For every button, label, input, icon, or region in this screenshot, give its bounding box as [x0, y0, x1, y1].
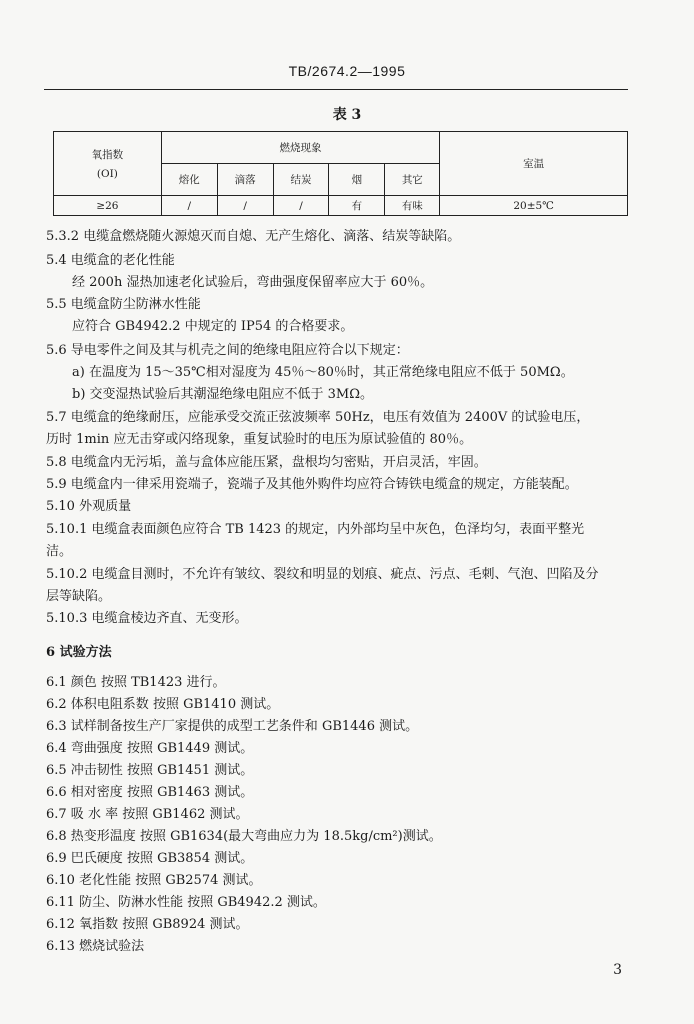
clause-6-1: 6.1 颜色 按照 TB1423 进行。	[46, 675, 226, 690]
document-code: TB/2674.2—1995	[288, 63, 406, 79]
clause-5-4-text: 经 200h 湿热加速老化试验后，弯曲强度保留率应大于 60％。	[72, 275, 434, 290]
clause-6-11: 6.11 防尘、防淋水性能 按照 GB4942.2 测试。	[46, 895, 326, 910]
clause-5-5: 5.5 电缆盒防尘防淋水性能	[46, 297, 201, 312]
header-oxygen-label: 氧指数	[91, 149, 124, 161]
clause-5-3-2: 5.3.2 电缆盒燃烧随火源熄灭而自熄、无产生熔化、滴落、结炭等缺陷。	[46, 229, 461, 244]
page-number: 3	[613, 962, 622, 978]
clause-5-7-line1: 5.7 电缆盒的绝缘耐压，应能承受交流正弦波频率 50Hz，电压有效值为 2400V 的试验电压，	[46, 410, 590, 425]
clause-5-9: 5.9 电缆盒内一律采用瓷端子，瓷端子及其他外购件均应符合铸铁电缆盒的规定，方能装配。	[46, 477, 578, 492]
subheader-dripping: 滴落	[217, 164, 273, 196]
clause-5-4: 5.4 电缆盒的老化性能	[46, 253, 175, 268]
clause-6-12: 6.12 氧指数 按照 GB8924 测试。	[46, 917, 249, 932]
clause-5-10: 5.10 外观质量	[46, 499, 132, 514]
header-room-temp: 室温	[440, 132, 628, 196]
clause-5-6: 5.6 导电零件之间及其与机壳之间的绝缘电阻应符合以下规定：	[46, 343, 409, 358]
clause-5-6-b: b) 交变湿热试验后其潮湿绝缘电阻应不低于 3MΩ。	[72, 387, 374, 402]
clause-5-8: 5.8 电缆盒内无污垢，盖与盒体应能压紧，盘根均匀密贴，开启灵活，牢固。	[46, 455, 487, 470]
clause-6-2: 6.2 体积电阻系数 按照 GB1410 测试。	[46, 697, 280, 712]
clause-6-9: 6.9 巴氏硬度 按照 GB3854 测试。	[46, 851, 254, 866]
clause-5-10-2-line2: 层等缺陷。	[46, 589, 112, 604]
table-3	[53, 131, 628, 216]
clause-6-8: 6.8 热变形温度 按照 GB1634(最大弯曲应力为 18.5kg/cm²)测试。	[46, 829, 442, 844]
clause-5-10-2-line1: 5.10.2 电缆盒目测时，不允许有皱纹、裂纹和明显的划痕、疵点、污点、毛刺、气泡、凹陷及分	[46, 567, 599, 582]
subheader-charring: 结炭	[273, 164, 329, 196]
clause-6-4: 6.4 弯曲强度 按照 GB1449 测试。	[46, 741, 254, 756]
subheader-smoke: 烟	[329, 164, 385, 196]
clause-5-10-3: 5.10.3 电缆盒棱边齐直、无变形。	[46, 611, 248, 626]
clause-6-6: 6.6 相对密度 按照 GB1463 测试。	[46, 785, 254, 800]
header-oxygen-index	[54, 132, 162, 196]
cell-charring: /	[273, 196, 329, 216]
clause-6-5: 6.5 冲击韧性 按照 GB1451 测试。	[46, 763, 254, 778]
cell-melting: /	[161, 196, 217, 216]
clause-5-5-text: 应符合 GB4942.2 中规定的 IP54 的合格要求。	[72, 319, 354, 334]
clause-6-10: 6.10 老化性能 按照 GB2574 测试。	[46, 873, 262, 888]
table-row	[54, 196, 628, 216]
clause-6-3: 6.3 试样制备按生产厂家提供的成型工艺条件和 GB1446 测试。	[46, 719, 419, 734]
cell-room-temp: 20±5℃	[440, 196, 628, 216]
cell-oxygen: ≥26	[54, 196, 162, 216]
header-rule	[44, 89, 628, 90]
section-6-heading: 6 试验方法	[46, 645, 112, 660]
subheader-melting: 熔化	[161, 164, 217, 196]
clause-5-6-a: a) 在温度为 15～35℃相对湿度为 45％～80％时，其正常绝缘电阻应不低于 50MΩ。	[72, 365, 574, 380]
cell-other: 有味	[385, 196, 440, 216]
header-burning: 燃烧现象	[161, 132, 439, 164]
cell-dripping: /	[217, 196, 273, 216]
cell-smoke: 有	[329, 196, 385, 216]
subheader-other: 其它	[385, 164, 440, 196]
clause-5-10-1-line2: 洁。	[46, 544, 73, 559]
clause-5-10-1-line1: 5.10.1 电缆盒表面颜色应符合 TB 1423 的规定，内外部均呈中灰色，色泽均匀，表面平整光	[46, 522, 585, 537]
header-oxygen-unit: (OI)	[96, 168, 118, 180]
clause-6-13: 6.13 燃烧试验法	[46, 939, 145, 954]
table-title: 表 3	[332, 107, 362, 123]
clause-6-7: 6.7 吸 水 率 按照 GB1462 测试。	[46, 807, 249, 822]
clause-5-7-line2: 历时 1min 应无击穿或闪络现象，重复试验时的电压为原试验值的 80％。	[46, 432, 473, 447]
